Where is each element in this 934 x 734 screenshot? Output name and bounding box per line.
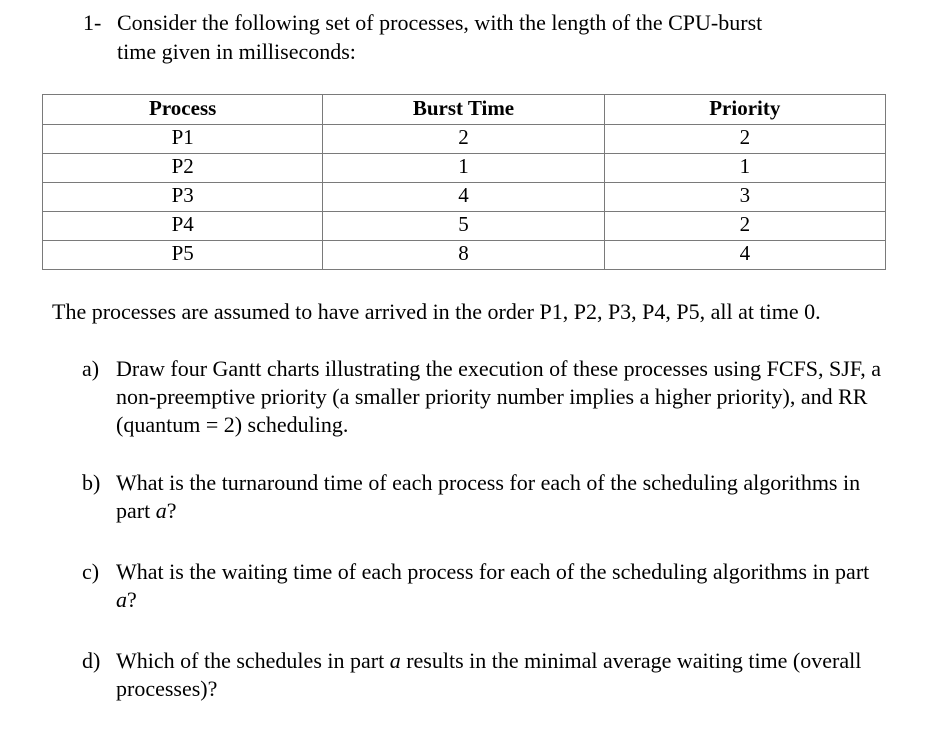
cell-priority: 2 [604,125,885,154]
header-priority: Priority [604,95,885,125]
question-intro [83,8,863,66]
part-d-text-main: Which of the schedules in part [116,648,390,673]
cell-priority: 4 [604,241,885,270]
cell-burst-time: 8 [323,241,604,270]
header-burst-time: Burst Time [323,95,604,125]
cell-process: P4 [43,212,323,241]
part-d-label: d) [82,648,101,673]
question-intro-line1: Consider the following set of processes, with the length of the CPU-burst [117,10,763,35]
part-c-italic-ref: a [116,587,127,612]
question-number: 1- [83,10,102,35]
cell-process: P5 [43,241,323,270]
table-row [43,154,886,183]
table-row [43,125,886,154]
part-a [82,355,882,439]
cell-burst-time: 4 [323,183,604,212]
part-d-italic-ref: a [389,648,401,673]
part-c [82,558,882,614]
part-a-text: Draw four Gantt charts illustrating the execution of these processes using FCFS, SJF, a non-preemptive priority (a smaller priority number implies a higher priority), and RR (quantum = 2) scheduling. [116,356,882,437]
part-b [82,469,882,525]
part-d [82,647,882,703]
table-row [43,183,886,212]
question-intro-line2: time given in milliseconds: [117,39,356,64]
part-b-text [82,469,882,525]
part-a-label: a) [82,356,100,381]
part-b-label: b) [82,470,101,495]
part-b-text-main: What is the turnaround time of each process for each of the scheduling algorithms in part [116,470,861,523]
cell-priority: 3 [604,183,885,212]
table-row [43,212,886,241]
process-table [42,94,886,270]
cell-process: P1 [43,125,323,154]
part-d-text [82,647,882,703]
part-c-text [82,558,882,614]
table-row [43,241,886,270]
part-b-text-end: ? [166,498,177,523]
table-header-row [43,95,886,125]
part-c-text-main: What is the waiting time of each process for each of the scheduling algorithms in part [116,559,870,584]
cell-priority: 1 [604,154,885,183]
cell-burst-time: 1 [323,154,604,183]
header-process: Process [43,95,323,125]
cell-process: P3 [43,183,323,212]
part-c-text-end: ? [127,587,137,612]
cell-priority: 2 [604,212,885,241]
part-d-text-end: results in the minimal average waiting time (overall processes)? [116,648,862,701]
arrival-assumption: The processes are assumed to have arrived in the order P1, P2, P3, P4, P5, all at time 0. [52,299,821,324]
part-c-label: c) [82,559,100,584]
cell-process: P2 [43,154,323,183]
cell-burst-time: 2 [323,125,604,154]
part-b-italic-ref: a [155,498,167,523]
cell-burst-time: 5 [323,212,604,241]
